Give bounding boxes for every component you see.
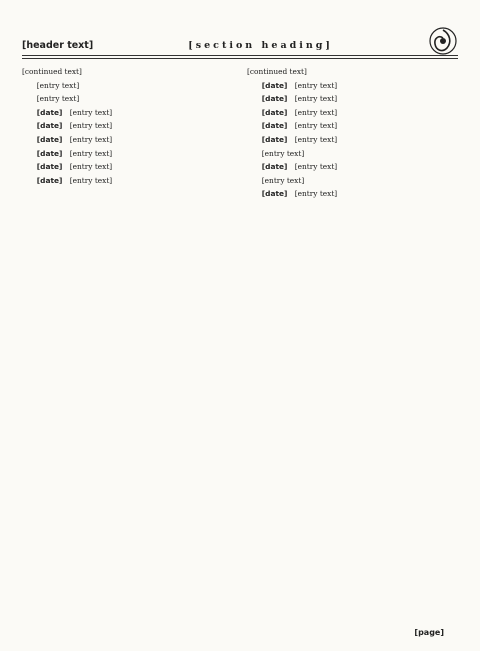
entry-text: [entry text] [294,134,338,144]
chronicle-entry [22,107,233,120]
right-column [247,66,458,611]
left-column [22,66,233,611]
chronicle-entry [247,175,458,188]
entry-text: [entry text] [261,175,305,185]
entry-text: [entry text] [294,189,338,199]
chronicle-entry [247,66,458,79]
entry-text: [entry text] [69,134,113,144]
entry-text: [entry text] [261,148,305,158]
entry-text: [entry text] [294,107,338,117]
entry-text: [entry text] [294,121,338,131]
chronicle-entry [247,188,458,201]
entry-date: [date] [36,121,70,131]
chronicle-entry [247,80,458,93]
header-left: [header text] [22,39,94,51]
chronicle-entry [22,161,233,174]
entry-text: [continued text] [22,67,82,76]
chronicle-entry [22,134,233,147]
entry-date: [date] [261,162,295,172]
entry-text: [entry text] [294,162,338,172]
entry-date: [date] [261,121,295,131]
header-rule [22,55,458,59]
chronicle-entry [22,66,233,79]
entry-text: [entry text] [36,94,80,104]
entry-text: [entry text] [69,148,113,158]
entry-text: [entry text] [294,94,338,104]
entry-date: [date] [36,148,70,158]
chronicle-entry [22,175,233,188]
chronicle-entry [22,148,233,161]
entry-text: [entry text] [69,107,113,117]
entry-text: [entry text] [36,80,80,90]
entry-date: [date] [36,107,70,117]
entry-date: [date] [261,107,295,117]
two-column-body [22,66,458,611]
entry-date: [date] [261,94,295,104]
entry-date: [date] [36,175,70,185]
entry-text: [entry text] [69,162,113,172]
entry-date: [date] [36,134,70,144]
chronicle-entry [247,107,458,120]
chronicle-entry [247,161,458,174]
chronicle-entry [247,93,458,106]
header-center: [section heading] [188,39,333,51]
entry-date: [date] [261,80,295,90]
entry-text: [entry text] [69,175,113,185]
chronicle-entry [247,134,458,147]
entry-date: [date] [261,134,295,144]
page-number: [page] [414,628,444,637]
running-header [22,36,458,54]
entry-text: [continued text] [247,67,307,76]
chronicle-entry [22,120,233,133]
entry-text: [entry text] [294,80,338,90]
chronicle-entry [22,80,233,93]
chronicle-entry [247,148,458,161]
entry-date: [date] [261,189,295,199]
chronicle-entry [22,93,233,106]
entry-date: [date] [36,162,70,172]
chronicle-entry [247,120,458,133]
entry-text: [entry text] [69,121,113,131]
emblem-icon [428,26,458,56]
